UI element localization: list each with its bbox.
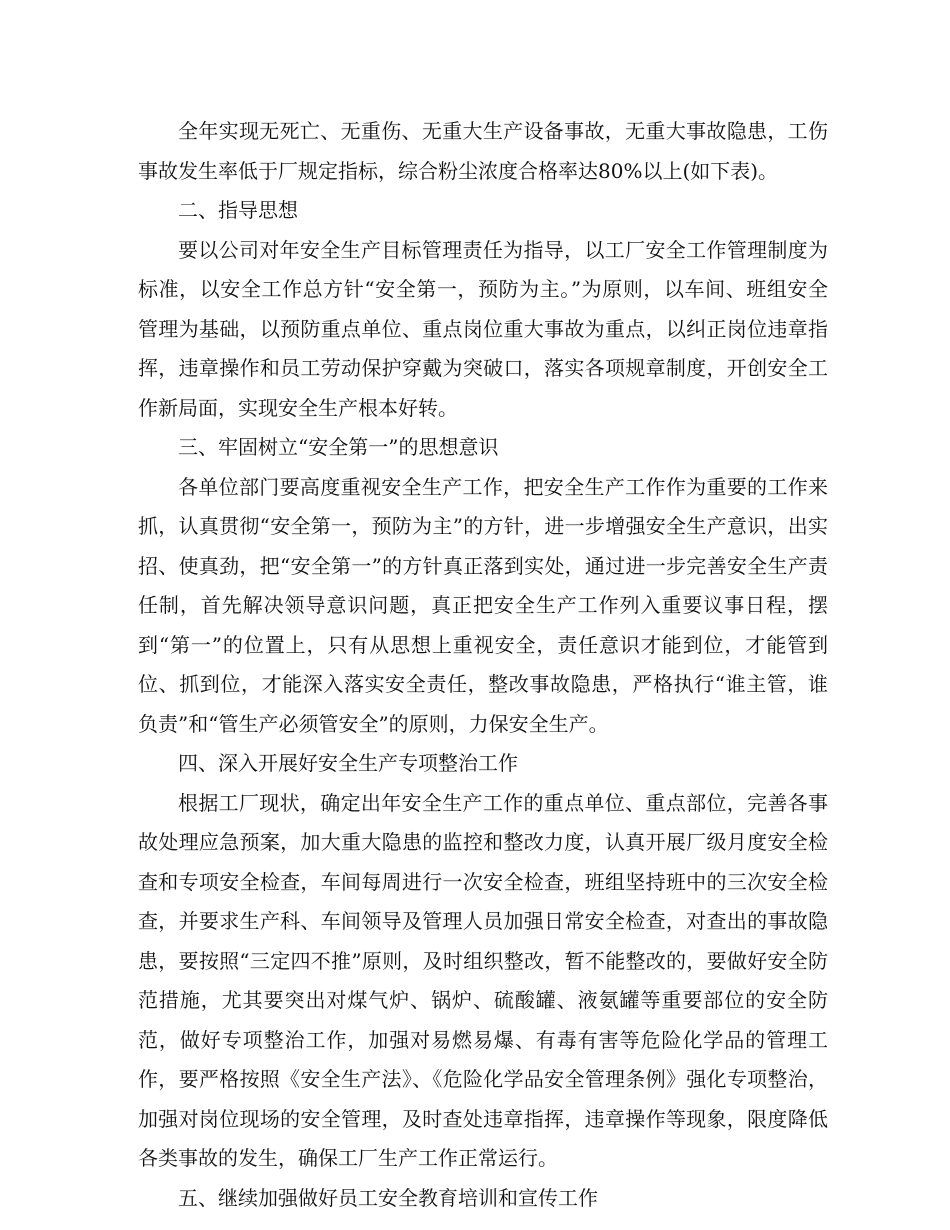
paragraph-annual-goal: 全年实现无死亡、无重伤、无重大生产设备事故，无重大事故隐患，工伤事故发生率低于厂规定指标，综合粉尘浓度合格率达80%以上(如下表)。 xyxy=(138,119,828,183)
paragraph-guiding-idea: 要以公司对年安全生产目标管理责任为指导，以工厂安全工作管理制度为标准，以安全工作总方针“安全第一，预防为主。”为原则，以车间、班组安全管理为基础，以预防重点单位、重点岗位重大事故为重点，以纠正岗位违章指挥，违章操作和员工劳动保护穿戴为突破口，落实各项规章制度，开创安全工作新局面，实现安全生产根本好转。 xyxy=(138,237,828,420)
document-body xyxy=(138,112,828,1218)
section-heading-guiding-idea: 二、指导思想 xyxy=(178,198,298,222)
section-heading-training: 五、继续加强做好员工安全教育培训和宣传工作 xyxy=(178,1185,598,1210)
paragraph-special-rectification: 根据工厂现状，确定出年安全生产工作的重点单位、重点部位，完善各事故处理应急预案，加大重大隐患的监控和整改力度，认真开展厂级月度安全检查和专项安全检查，车间每周进行一次安全检查，班组坚持班中的三次安全检查，并要求生产科、车间领导及管理人员加强日常安全检查，对查出的事故隐患，要按照“三定四不推”原则，及时组织整改，暂不能整改的，要做好安全防范措施，尤其要突出对煤气炉、锅炉、硫酸罐、液氨罐等重要部位的安全防范，做好专项整治工作，加强对易燃易爆、有毒有害等危险化学品的管理工作，要严格按照《安全生产法》、《危险化学品安全管理条例》强化专项整治，加强对岗位现场的安全管理，及时查处违章指挥，违章操作等现象，限度降低各类事故的发生，确保工厂生产工作正常运行。 xyxy=(138,790,828,1170)
section-heading-safety-first: 三、牢固树立“安全第一”的思想意识 xyxy=(178,435,499,459)
paragraph-safety-first: 各单位部门要高度重视安全生产工作，把安全生产工作作为重要的工作来抓，认真贯彻“安全第一，预防为主”的方针，进一步增强安全生产意识，出实招、使真劲，把“安全第一”的方针真正落到实处，通过进一步完善安全生产责任制，首先解决领导意识问题，真正把安全生产工作列入重要议事日程，摆到“第一”的位置上，只有从思想上重视安全，责任意识才能到位，才能管到位、抓到位，才能深入落实安全责任，整改事故隐患，严格执行“谁主管，谁负责”和“管生产必须管安全”的原则，力保安全生产。 xyxy=(138,474,828,736)
section-heading-special-rectification: 四、深入开展好安全生产专项整治工作 xyxy=(178,751,518,775)
